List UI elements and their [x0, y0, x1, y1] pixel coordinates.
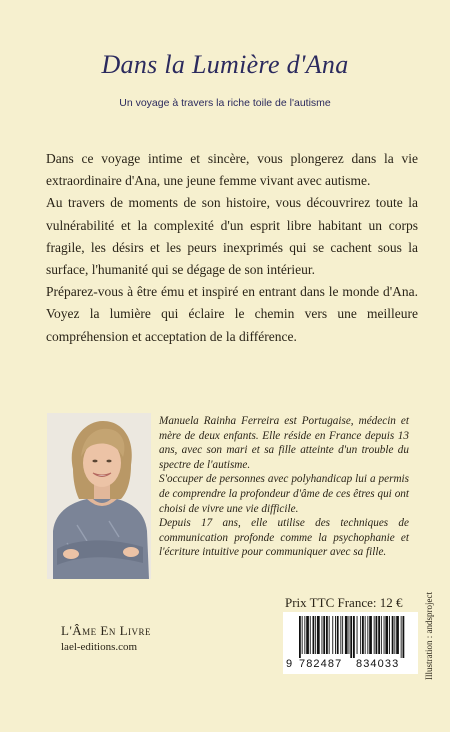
barcode-bar — [322, 616, 323, 654]
barcode-bar — [332, 616, 333, 654]
barcode-bar — [306, 616, 309, 654]
barcode-bar — [384, 616, 385, 654]
barcode-bar — [326, 616, 328, 654]
barcode-bar — [385, 616, 388, 654]
book-subtitle: Un voyage à travers la riche toile de l'autisme — [119, 97, 331, 109]
barcode-bar — [362, 616, 364, 654]
author-bio — [159, 414, 409, 560]
barcode-bar — [342, 616, 343, 654]
barcode-bar — [353, 616, 355, 658]
price-label: Prix TTC France: 12 € — [285, 595, 403, 610]
barcode-bar — [313, 616, 315, 654]
barcode-bar — [367, 616, 368, 654]
blurb-paragraph: Dans ce voyage intime et sincère, vous plongerez dans la vie extraordinaire d'Ana, une jeune femme vivant avec autisme. — [46, 151, 418, 189]
author-portrait-illustration — [47, 413, 151, 579]
barcode-bar — [401, 616, 402, 658]
barcode-bar — [340, 616, 341, 654]
barcode-bar — [302, 616, 303, 654]
barcode-bar — [349, 616, 350, 654]
barcode-bar — [389, 616, 390, 654]
barcode-bar — [317, 616, 320, 654]
barcode-bar — [378, 616, 380, 654]
barcode-bar — [357, 616, 358, 654]
barcode-bar — [329, 616, 330, 654]
isbn-barcode — [283, 612, 418, 674]
barcode-bar — [337, 616, 339, 654]
barcode-bar — [369, 616, 372, 654]
barcode-bar — [376, 616, 378, 654]
barcode-group-1: 782487 — [299, 658, 343, 670]
author-photo — [47, 413, 151, 579]
publisher-name: L'Âme En Livre — [61, 623, 152, 638]
publisher-website[interactable]: lael-editions.com — [61, 641, 138, 653]
barcode-bar — [323, 616, 325, 654]
barcode-bar — [381, 616, 382, 654]
back-cover-blurb — [46, 148, 418, 348]
barcode-bar — [394, 616, 395, 654]
barcode-bar — [374, 616, 375, 654]
bio-paragraph: S'occuper de personnes avec polyhandicap lui a permis de comprendre la profondeur d'âme de ces êtres qui ont choisi de vivre une vie difficile. — [159, 473, 409, 515]
barcode-bar — [365, 616, 366, 654]
barcode-bar — [310, 616, 311, 654]
barcode-bar — [396, 616, 399, 654]
bio-paragraph: Depuis 17 ans, elle utilise des techniques de communication profonde comme la psychophanie et l'écriture intuitive pour communiquer avec sa fille. — [159, 517, 409, 559]
barcode-bar — [345, 616, 348, 654]
barcode-bar — [304, 616, 305, 654]
bio-paragraph: Manuela Rainha Ferreira est Portugaise, médecin et mère de deux enfants. Elle réside en France depuis 13 ans, avec son mari et sa fille atteinte d'un trouble du spectre de l'autisme. — [159, 415, 409, 471]
barcode-group-2: 834033 — [356, 658, 400, 670]
barcode-bar — [360, 616, 361, 654]
book-title: Dans la Lumière d'Ana — [101, 50, 349, 79]
barcode-bar — [350, 616, 352, 658]
barcode-bar — [335, 616, 336, 654]
illustration-credit: Illustration : andsproject — [424, 592, 434, 680]
barcode-bars — [297, 616, 405, 658]
barcode-bar — [392, 616, 394, 654]
blurb-paragraph: Au travers de moments de son histoire, vous découvrirez toute la vulnérabilité et la complexité d'un esprit libre habitant un corps fragile, les désirs et les peurs inexprimés qui se cachent sous la surface, l'humanité qui se dégage de son intérieur. — [46, 195, 418, 278]
barcode-lead-digit: 9 — [286, 658, 294, 670]
barcode-bar — [299, 616, 301, 658]
blurb-paragraph: Préparez-vous à être ému et inspiré en entrant dans le monde d'Ana. Voyez la lumière qui éclaire le chemin vers une meilleure compréhension et acceptation de la différence. — [46, 284, 418, 344]
barcode-bar — [403, 616, 405, 658]
barcode-bar — [315, 616, 316, 654]
